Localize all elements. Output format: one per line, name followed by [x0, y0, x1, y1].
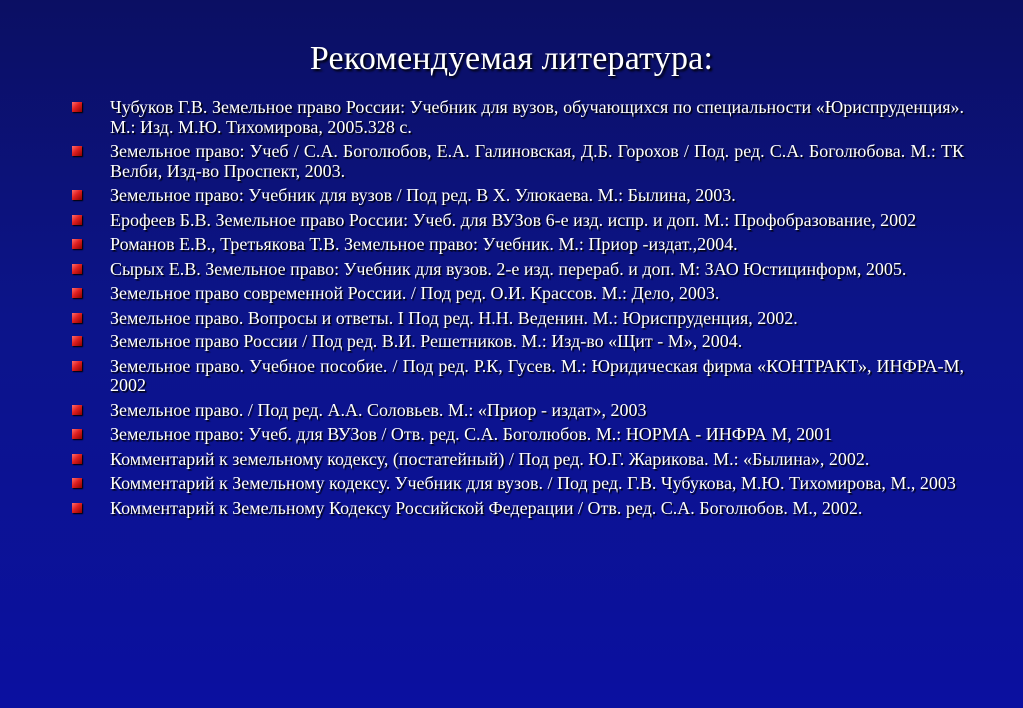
list-item — [72, 401, 964, 421]
square-bullet-icon — [72, 478, 82, 488]
list-item-text: Земельное право. / Под ред. А.А. Соловьев. М.: «Приор - издат», 2003 — [110, 399, 647, 420]
list-item-text: Земельное право: Учебник для вузов / Под ред. В Х. Улюкаева. М.: Былина, 2003. — [110, 185, 736, 205]
list-item — [72, 474, 964, 494]
square-bullet-icon — [72, 336, 82, 346]
list-item — [72, 142, 964, 181]
square-bullet-icon — [72, 405, 82, 415]
list-item — [72, 309, 964, 329]
slide-title: Рекомендуемая литература: — [309, 40, 714, 77]
list-item-text: Комментарий к Земельному Кодексу Российской Федерации / Отв. ред. С.А. Боголюбов. М., 2002. — [110, 497, 863, 518]
square-bullet-icon — [72, 361, 82, 371]
list-item — [72, 284, 964, 304]
list-item-text: Земельное право. Учебное пособие. / Под ред. Р.К, Гусев. М.: Юридическая фирма «КОНТРАКТ», ИНФРА-М, 2002 — [110, 355, 964, 395]
list-item — [72, 98, 964, 137]
square-bullet-icon — [72, 190, 82, 200]
square-bullet-icon — [72, 503, 82, 513]
list-item-text: Комментарий к Земельному кодексу. Учебник для вузов. / Под ред. Г.В. Чубукова, М.Ю. Тихомирова, М., 2003 — [110, 473, 956, 493]
list-item-text: Сырых Е.В. Земельное право: Учебник для вузов. 2-е изд. перераб. и доп. М: ЗАО Юстицинформ, 2005. — [110, 258, 907, 279]
list-item — [72, 332, 964, 352]
square-bullet-icon — [72, 146, 82, 156]
square-bullet-icon — [72, 429, 82, 439]
list-item — [72, 186, 964, 206]
square-bullet-icon — [72, 239, 82, 249]
list-item-text: Романов Е.В., Третьякова Т.В. Земельное право: Учебник. М.: Приор -издат.,2004. — [110, 234, 738, 254]
square-bullet-icon — [72, 102, 82, 112]
list-item — [72, 450, 964, 470]
list-item — [72, 499, 964, 519]
square-bullet-icon — [72, 454, 82, 464]
list-item-text: Земельное право России / Под ред. В.И. Решетников. М.: Изд-во «Щит - М», 2004. — [110, 331, 743, 351]
square-bullet-icon — [72, 288, 82, 298]
list-item-text: Ерофеев Б.В. Земельное право России: Учеб. для ВУЗов 6-е изд. испр. и доп. М.: Профобразование, 2002 — [110, 209, 917, 230]
list-item-text: Комментарий к земельному кодексу, (постатейный) / Под ред. Ю.Г. Жарикова. М.: «Былина», 2002. — [110, 448, 870, 469]
list-item-text: Чубуков Г.В. Земельное право России: Учебник для вузов, обучающихся по специальности «Юриспруденция». М.: Изд. М.Ю. Тихомирова, 2005.328 с. — [110, 97, 964, 137]
list-item-text: Земельное право современной России. / Под ред. О.И. Крассов. М.: Дело, 2003. — [110, 283, 720, 303]
list-item — [72, 211, 964, 231]
square-bullet-icon — [72, 264, 82, 274]
list-item-text: Земельное право: Учеб. для ВУЗов / Отв. ред. С.А. Боголюбов. М.: НОРМА - ИНФРА М, 2001 — [110, 424, 833, 444]
list-item-text: Земельное право. Вопросы и ответы. I Под ред. Н.Н. Веденин. М.: Юриспруденция, 2002. — [110, 307, 798, 328]
list-item — [72, 357, 964, 396]
list-item — [72, 260, 964, 280]
list-item — [72, 235, 964, 255]
literature-list — [72, 98, 964, 523]
list-item — [72, 425, 964, 445]
square-bullet-icon — [72, 215, 82, 225]
list-item-text: Земельное право: Учеб / С.А. Боголюбов, Е.А. Галиновская, Д.Б. Горохов / Под. ред. С.А. Боголюбова. М.: ТК Велби, Изд-во Проспект, 2003. — [110, 141, 964, 181]
square-bullet-icon — [72, 313, 82, 323]
